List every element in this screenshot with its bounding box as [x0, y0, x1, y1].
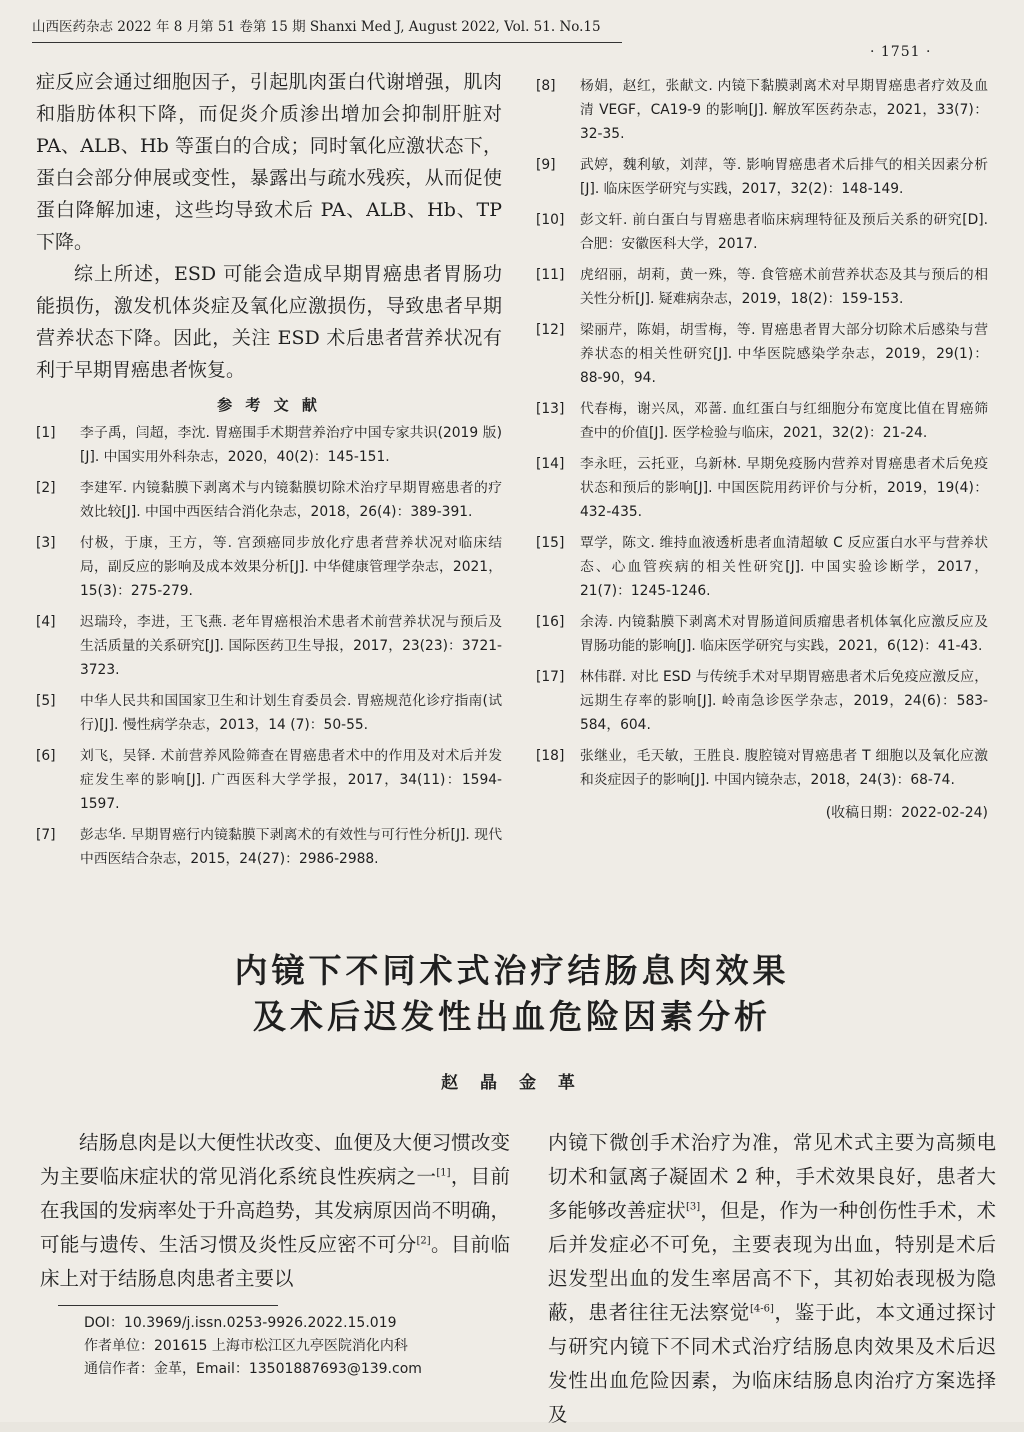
intro-text: ，鉴于此，本文通过探讨与研究内镜下不同术式治疗结肠息肉效果及术后迟发性出血危险因素，为临床结肠息肉治疗方案选择及	[548, 1301, 996, 1426]
intro-right-column	[548, 1126, 996, 1432]
references-title: 参 考 文 献	[217, 396, 321, 414]
reference-number: [2]	[36, 480, 56, 496]
left-column	[36, 66, 502, 878]
reference-text: 李建军. 内镜黏膜下剥离术与内镜黏膜切除术治疗早期胃癌患者的疗效比较[J]. 中国中西医结合消化杂志，2018，26(4)：389-391.	[80, 480, 502, 520]
reference-number: [15]	[536, 535, 565, 551]
corresponding-author: 通信作者：金革，Email：13501887693@139.com	[84, 1361, 422, 1377]
reference-text: 杨娟，赵红，张献文. 内镜下黏膜剥离术对早期胃癌患者疗效及血清 VEGF，CA19-9 的影响[J]. 解放军医药杂志，2021，33(7)：32-35.	[580, 78, 988, 142]
received-date: (收稿日期：2022-02-24)	[825, 805, 988, 821]
reference-number: [14]	[536, 456, 565, 472]
reference-text: 刘飞，吴铎. 术前营养风险筛查在胃癌患者术中的作用及对术后并发症发生率的影响[J]. 广西医科大学学报，2017，34(11)：1594-1597.	[80, 748, 502, 812]
doi: DOI：10.3969/j.issn.0253-9926.2022.15.019	[84, 1315, 397, 1331]
reference-text: 张继业，毛天敏，王胜良. 腹腔镜对胃癌患者 T 细胞以及氧化应激和炎症因子的影响[J]. 中国内镜杂志，2018，24(3)：68-74.	[580, 748, 988, 788]
reference-number: [13]	[536, 401, 565, 417]
reference-item	[36, 476, 502, 524]
reference-item	[536, 318, 988, 390]
body-paragraph-2: 综上所述，ESD 可能会造成早期胃癌患者胃肠功能损伤，激发机体炎症及氧化应激损伤，导致患者早期营养状态下降。因此，关注 ESD 术后患者营养状况有利于早期胃癌患者恢复。	[36, 263, 502, 381]
reference-text: 林伟群. 对比 ESD 与传统手术对早期胃癌患者术后免疫应激反应，远期生存率的影响[J]. 岭南急诊医学杂志，2019，24(6)：583-584，604.	[580, 669, 988, 733]
author-affiliation: 作者单位：201615 上海市松江区九亭医院消化内科	[84, 1338, 408, 1354]
intro-text: ，但是，作为一种创伤性手术，术后并发症必不可免，主要表现为出血，特别是术后迟发型出血的发生率居高不下，其初始表现极为隐蔽，患者往往无法察觉	[548, 1199, 996, 1324]
citation: [1]	[436, 1167, 451, 1179]
citation: [2]	[416, 1235, 431, 1247]
reference-text: 李子禹，闫超，李沈. 胃癌围手术期营养治疗中国专家共识(2019 版)[J]. 中国实用外科杂志，2020，40(2)：145-151.	[80, 425, 502, 465]
reference-item	[36, 531, 502, 603]
reference-item	[536, 74, 988, 146]
reference-item	[536, 452, 988, 524]
reference-text: 李永旺，云托亚，乌新林. 早期免疫肠内营养对胃癌患者术后免疫状态和预后的影响[J]. 中国医院用药评价与分析，2019，19(4)：432-435.	[580, 456, 988, 520]
reference-number: [10]	[536, 212, 565, 228]
reference-number: [8]	[536, 78, 556, 94]
page-number: · 1751 ·	[870, 44, 932, 60]
intro-paragraph-left	[40, 1126, 510, 1296]
reference-text: 中华人民共和国国家卫生和计划生育委员会. 胃癌规范化诊疗指南(试行)[J]. 慢性病学杂志，2013，14 (7)：50-55.	[80, 693, 502, 733]
reference-text: 虎绍丽，胡莉，黄一殊，等. 食管癌术前营养状态及其与预后的相关性分析[J]. 疑难病杂志，2019，18(2)：159-153.	[580, 267, 988, 307]
right-column	[536, 74, 988, 822]
article-title	[0, 948, 1024, 1040]
reference-item	[36, 610, 502, 682]
reference-number: [11]	[536, 267, 565, 283]
reference-item	[36, 823, 502, 871]
reference-number: [18]	[536, 748, 565, 764]
article-title-line-2: 及术后迟发性出血危险因素分析	[253, 997, 771, 1036]
citation: [3]	[686, 1201, 701, 1213]
reference-number: [9]	[536, 157, 556, 173]
citation: [4-6]	[749, 1303, 774, 1315]
intro-text: ，目前在我国的发病率处于升高趋势，其发病原因尚不明确，可能与遗传、生活习惯及炎性反应密不可分	[40, 1165, 510, 1256]
reference-text: 彭志华. 早期胃癌行内镜黏膜下剥离术的有效性与可行性分析[J]. 现代中西医结合杂志，2015，24(27)：2986-2988.	[80, 827, 502, 867]
reference-text: 彭文轩. 前白蛋白与胃癌患者临床病理特征及预后关系的研究[D]. 合肥：安徽医科大学，2017.	[580, 212, 988, 252]
reference-list-left	[36, 421, 502, 871]
intro-paragraph-right	[548, 1126, 996, 1432]
reference-number: [7]	[36, 827, 56, 843]
footnote-divider	[58, 1305, 278, 1306]
reference-item	[536, 665, 988, 737]
reference-item	[36, 421, 502, 469]
reference-text: 武婷，魏利敏，刘萍，等. 影响胃癌患者术后排气的相关因素分析[J]. 临床医学研究与实践，2017，32(2)：148-149.	[580, 157, 988, 197]
intro-text: 内镜下微创手术治疗为准，常见术式主要为高频电切术和氩离子凝固术 2 种，手术效果良好，患者大多能够改善症状	[548, 1131, 996, 1222]
running-head: 山西医药杂志 2022 年 8 月第 51 卷第 15 期 Shanxi Med J, August 2022, Vol. 51. No.15	[32, 18, 622, 43]
reference-item	[36, 689, 502, 737]
reference-item	[36, 744, 502, 816]
intro-text: 。目前临床上对于结肠息肉患者主要以	[40, 1233, 510, 1290]
reference-text: 付极，于康，王方，等. 宫颈癌同步放化疗患者营养状况对临床结局，副反应的影响及成本效果分析[J]. 中华健康管理学杂志，2021，15(3)：275-279.	[80, 535, 502, 599]
reference-number: [17]	[536, 669, 565, 685]
reference-number: [5]	[36, 693, 56, 709]
reference-item	[536, 153, 988, 201]
reference-item	[536, 397, 988, 445]
reference-number: [12]	[536, 322, 565, 338]
footnote	[84, 1312, 514, 1381]
body-paragraph-1: 症反应会通过细胞因子，引起肌肉蛋白代谢增强，肌肉和脂肪体积下降，而促炎介质渗出增加会抑制肝脏对 PA、ALB、Hb 等蛋白的合成；同时氧化应激状态下，蛋白会部分伸展或变性，暴露出与疏水残疾，从而促使蛋白降解加速，这些均导致术后 PA、ALB、Hb、TP 下降。	[36, 71, 502, 253]
reference-item	[536, 208, 988, 256]
reference-text: 余涛. 内镜黏膜下剥离术对胃肠道间质瘤患者机体氧化应激反应及胃肠功能的影响[J]. 临床医学研究与实践，2021，6(12)：41-43.	[580, 614, 988, 654]
reference-number: [3]	[36, 535, 56, 551]
reference-list-right	[536, 74, 988, 792]
reference-number: [6]	[36, 748, 56, 764]
article-authors: 赵 晶 金 革	[441, 1073, 583, 1093]
intro-text: 结肠息肉是以大便性状改变、血便及大便习惯改变为主要临床症状的常见消化系统良性疾病之一	[40, 1131, 510, 1188]
reference-number: [16]	[536, 614, 565, 630]
intro-left-column	[40, 1126, 510, 1296]
reference-item	[536, 744, 988, 792]
reference-text: 代春梅，谢兴凤，邓蔷. 血红蛋白与红细胞分布宽度比值在胃癌筛查中的价值[J]. 医学检验与临床，2021，32(2)：21-24.	[580, 401, 988, 441]
reference-text: 覃学，陈文. 维持血液透析患者血清超敏 C 反应蛋白水平与营养状态、心血管疾病的相关性研究[J]. 中国实验诊断学，2017，21(7)：1245-1246.	[580, 535, 988, 599]
reference-text: 迟瑞玲，李进，王飞燕. 老年胃癌根治术患者术前营养状况与预后及生活质量的关系研究[J]. 国际医药卫生导报，2017，23(23)：3721-3723.	[80, 614, 502, 678]
reference-item	[536, 531, 988, 603]
reference-number: [4]	[36, 614, 56, 630]
reference-text: 梁丽芹，陈娟，胡雪梅，等. 胃癌患者胃大部分切除术后感染与营养状态的相关性研究[J]. 中华医院感染学杂志，2019，29(1)：88-90，94.	[580, 322, 988, 386]
article-title-line-1: 内镜下不同术式治疗结肠息肉效果	[234, 951, 790, 990]
reference-item	[536, 610, 988, 658]
reference-item	[536, 263, 988, 311]
reference-number: [1]	[36, 425, 56, 441]
